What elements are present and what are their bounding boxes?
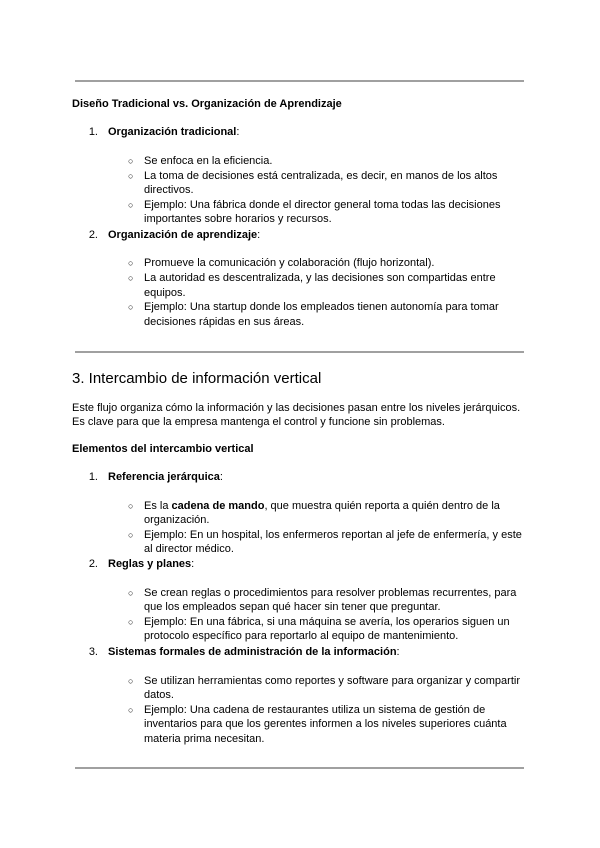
bullet-icon: ○ (128, 617, 134, 627)
bullet-icon: ○ (128, 258, 134, 268)
list-item-heading (108, 228, 260, 243)
bullet-text: organización. (144, 514, 210, 526)
list-number: 1. (88, 126, 98, 138)
bullet-icon: ○ (128, 588, 134, 598)
bullet-text: Se crean reglas o procedimientos para resolver problemas recurrentes, para (144, 587, 517, 599)
list-item-heading (108, 470, 223, 485)
list-item-label: Sistemas formales de administración de la información (108, 646, 397, 658)
bullet-text: Se utilizan herramientas como reportes y software para organizar y compartir (144, 675, 520, 687)
bullet-icon: ○ (128, 273, 134, 283)
bullet-text-pre: Es la (144, 500, 172, 512)
bullet-text: equipos. (144, 287, 186, 299)
list-number: 2. (88, 229, 98, 241)
divider-bottom (75, 767, 524, 769)
bullet-text: La autoridad es descentralizada, y las decisiones son compartidas entre (144, 272, 496, 284)
divider-middle (75, 351, 524, 353)
bullet-icon: ○ (128, 156, 134, 166)
divider-top (75, 80, 524, 82)
bullet-text: materia prima necesitan. (144, 733, 265, 745)
list-item-label: Organización tradicional (108, 126, 237, 138)
bullet-text: directivos. (144, 184, 194, 196)
list-item-suffix: : (396, 646, 400, 658)
bullet-icon: ○ (128, 705, 134, 715)
bullet-text: Promueve la comunicación y colaboración (flujo horizontal). (144, 257, 435, 269)
bullet-text-post: , que muestra quién reporta a quién dentro de la (264, 500, 500, 512)
list-item-heading (108, 557, 194, 572)
list-item-suffix: : (236, 126, 240, 138)
list-number: 1. (88, 471, 98, 483)
bullet-text: al director médico. (144, 543, 234, 555)
bullet-text: decisiones rápidas en sus áreas. (144, 316, 305, 328)
bullet-text: Ejemplo: Una cadena de restaurantes utiliza un sistema de gestión de (144, 704, 486, 716)
list-item-label: Referencia jerárquica (108, 471, 220, 483)
bullet-text: datos. (144, 689, 174, 701)
bullet-text: protocolo específico para reportarlo al equipo de mantenimiento. (144, 630, 459, 642)
bullet-text: Ejemplo: Una startup donde los empleados tienen autonomía para tomar (144, 301, 499, 313)
list-number: 3. (88, 646, 98, 658)
section-title: 3. Intercambio de información vertical (72, 370, 322, 387)
bullet-text: Se enfoca en la eficiencia. (144, 155, 273, 167)
bullet-icon: ○ (128, 171, 134, 181)
intro-text: Este flujo organiza cómo la información y las decisiones pasan entre los niveles jerárquicos. (72, 402, 521, 414)
list-item-suffix: : (219, 471, 223, 483)
bullet-icon: ○ (128, 302, 134, 312)
list-item-suffix: : (191, 558, 195, 570)
bullet-text: La toma de decisiones está centralizada, es decir, en manos de los altos (144, 170, 498, 182)
bullet-text: Ejemplo: En un hospital, los enfermeros reportan al jefe de enfermería, y este (144, 529, 522, 541)
bullet-text: importantes sobre horarios y recursos. (144, 213, 332, 225)
bullet-text: que los empleados sepan qué hacer sin tener que preguntar. (144, 601, 441, 613)
list-item-suffix: : (257, 229, 261, 241)
bullet-text-emphasis: cadena de mando (171, 500, 265, 512)
bullet-text: inventarios para que los gerentes informen a los niveles superiores cuánta (144, 718, 507, 730)
list-item-heading (108, 125, 239, 140)
list-number: 2. (88, 558, 98, 570)
bullet-icon: ○ (128, 501, 134, 511)
intro-text: Es clave para que la empresa mantenga el control y funcione sin problemas. (72, 416, 445, 428)
list-item-label: Reglas y planes (108, 558, 192, 570)
bullet-icon: ○ (128, 530, 134, 540)
bullet-text: Ejemplo: Una fábrica donde el director general toma todas las decisiones (144, 199, 501, 211)
list-item-heading (108, 645, 400, 660)
section-heading: Diseño Tradicional vs. Organización de Aprendizaje (72, 98, 342, 110)
bullet-text: Ejemplo: En una fábrica, si una máquina se avería, los operarios siguen un (144, 616, 510, 628)
bullet-icon: ○ (128, 200, 134, 210)
subsection-heading: Elementos del intercambio vertical (72, 443, 254, 455)
list-item-label: Organización de aprendizaje (108, 229, 258, 241)
bullet-text (144, 499, 500, 514)
bullet-icon: ○ (128, 676, 134, 686)
